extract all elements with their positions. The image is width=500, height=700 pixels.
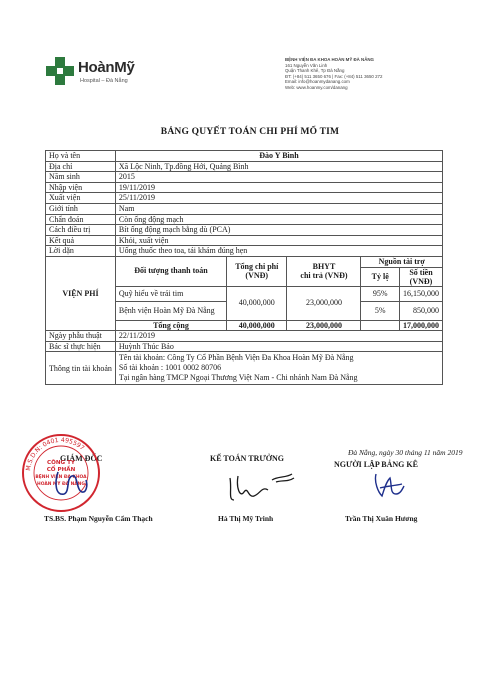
bhyt-amount: 23,000,000 xyxy=(287,286,361,320)
surgery-date: 22/11/2019 xyxy=(115,331,442,342)
table-row xyxy=(46,341,443,352)
field-label: Chẩn đoán xyxy=(46,214,116,225)
col-header-amount-label: Số tiền xyxy=(409,267,433,277)
director-role: GIÁM ĐỐC xyxy=(60,454,103,463)
hospital-info-line: Quận Thanh Khê, Tp Đà Nẵng xyxy=(285,68,345,74)
date-line: Đà Nẵng, ngày 30 tháng 11 năm 2019 xyxy=(348,448,463,457)
patient-sex: Nam xyxy=(115,203,442,214)
hospital-info-line: BỆNH VIỆN ĐA KHOA HOÀN MỸ ĐÀ NẴNG xyxy=(285,57,374,62)
field-label: Năm sinh xyxy=(46,172,116,183)
discharge-date: 25/11/2019 xyxy=(115,193,442,204)
col-header-bhyt-sub: chi trả (VNĐ) xyxy=(300,271,348,281)
table-row xyxy=(46,256,443,267)
payer-name: Quỹ hiểu về trái tim xyxy=(115,286,226,301)
hospital-info-line: Web: www.hoanmy.com/danang xyxy=(285,84,348,90)
table-row xyxy=(46,225,443,236)
table-row xyxy=(46,182,443,193)
col-header-total-label: Tổng chi phí xyxy=(235,262,279,272)
col-header-object: Đối tượng thanh toán xyxy=(115,256,226,286)
logo-text: HoànMỹ xyxy=(78,59,135,76)
field-label: Xuất viện xyxy=(46,193,116,204)
sum-bhyt: 23,000,000 xyxy=(287,320,361,331)
field-label: Nhập viện xyxy=(46,182,116,193)
stamp-outer-text: M.S.D.N: 0401 495597 xyxy=(25,436,86,472)
table-row xyxy=(46,246,443,257)
surgeon-name: Huỳnh Thúc Bảo xyxy=(115,341,442,352)
account-info xyxy=(115,352,442,385)
preparer-signature xyxy=(364,468,414,504)
logo-subtitle: Hospital – Đà Nẵng xyxy=(80,78,128,84)
patient-address: Xã Lộc Ninh, Tp.đồng Hới, Quảng Bình xyxy=(115,161,442,172)
hospital-info-line: 161 Nguyễn Văn Linh xyxy=(285,62,328,68)
field-label: Lời dặn xyxy=(46,246,116,257)
hospital-logo xyxy=(44,55,164,95)
col-header-rate: Tỷ lệ xyxy=(361,267,400,286)
hospital-contact-info xyxy=(285,57,475,91)
field-label: Bác sĩ thực hiện xyxy=(46,341,116,352)
treatment: Bít ống động mạch bằng dù (PCA) xyxy=(115,225,442,236)
table-row xyxy=(46,151,443,162)
field-label: Địa chỉ xyxy=(46,161,116,172)
admission-date: 19/11/2019 xyxy=(115,182,442,193)
hospital-cross-icon xyxy=(44,55,76,87)
table-row xyxy=(46,331,443,342)
hospital-info-line: ĐT: (+84) 511 3650 676 | Fax: (+84) 511 3650 272 xyxy=(285,73,383,79)
company-stamp xyxy=(20,432,102,514)
payer-rate: 5% xyxy=(361,301,400,320)
field-label: Kết quả xyxy=(46,235,116,246)
payer-rate: 95% xyxy=(361,286,400,301)
patient-name: Đào Y Bình xyxy=(115,151,442,162)
sum-rate-empty xyxy=(361,320,400,331)
fees-section-label: VIỆN PHÍ xyxy=(46,256,116,330)
accountant-signature xyxy=(222,470,302,506)
field-label: Thông tin tài khoản xyxy=(46,352,116,385)
field-label: Ngày phẫu thuật xyxy=(46,331,116,342)
patient-birth-year: 2015 xyxy=(115,172,442,183)
col-header-total xyxy=(227,256,287,286)
stamp-line: CÔNG TY xyxy=(47,460,75,466)
hospital-info-line: Email: info@hoanmydanang.com xyxy=(285,79,350,85)
table-row xyxy=(46,161,443,172)
field-label: Họ và tên xyxy=(46,151,116,162)
stamp-line: CỔ PHẦN xyxy=(46,467,76,473)
total-cost: 40,000,000 xyxy=(227,286,287,320)
diagnosis: Còn ống động mạch xyxy=(115,214,442,225)
accountant-name: Hà Thị Mỹ Trinh xyxy=(218,514,274,523)
col-header-bhyt xyxy=(287,256,361,286)
payer-amount: 16,150,000 xyxy=(400,286,443,301)
sum-amount: 17,000,000 xyxy=(400,320,443,331)
table-row xyxy=(46,352,443,385)
col-header-sponsor: Nguồn tài trợ xyxy=(361,256,443,267)
table-row xyxy=(46,193,443,204)
payer-name: Bệnh viện Hoàn Mỹ Đà Nẵng xyxy=(115,301,226,320)
table-row xyxy=(46,203,443,214)
treatment-result: Khỏi, xuất viện xyxy=(115,235,442,246)
table-row xyxy=(46,172,443,183)
preparer-role: NGƯỜI LẬP BẢNG KÊ xyxy=(334,460,418,469)
advice: Uống thuốc theo toa, tái khám đúng hẹn xyxy=(115,246,442,257)
account-bank: Tại ngân hàng TMCP Ngoại Thương Việt Nam - Chi nhánh Nam Đà Nẵng xyxy=(118,373,358,383)
account-number: Số tài khoản : 1001 0002 80706 xyxy=(118,363,222,373)
col-header-total-unit: (VNĐ) xyxy=(245,271,269,281)
sum-total: 40,000,000 xyxy=(227,320,287,331)
col-header-amount xyxy=(400,267,443,286)
accountant-role: KẾ TOÁN TRƯỞNG xyxy=(210,454,284,463)
director-signature xyxy=(52,466,92,502)
col-header-amount-unit: (VNĐ) xyxy=(409,276,433,286)
table-row xyxy=(46,214,443,225)
sum-label: Tổng cộng xyxy=(115,320,226,331)
payer-amount: 850,000 xyxy=(400,301,443,320)
settlement-table xyxy=(45,150,443,385)
table-row xyxy=(46,235,443,246)
preparer-name: Trần Thị Xuân Hương xyxy=(345,514,418,523)
stamp-line: HOÀN MỸ ĐÀ NẴNG xyxy=(37,482,85,487)
field-label: Giới tính xyxy=(46,203,116,214)
col-header-bhyt-label: BHYT xyxy=(312,262,336,272)
account-name: Tên tài khoản: Công Ty Cổ Phần Bệnh Viện Đa Khoa Hoàn Mỹ Đà Nẵng xyxy=(118,353,354,363)
document-title: BẢNG QUYẾT TOÁN CHI PHÍ MỔ TIM xyxy=(160,127,340,137)
field-label: Cách điều trị xyxy=(46,225,116,236)
stamp-line: BỆNH VIỆN ĐA KHOA xyxy=(35,475,87,480)
director-name: TS.BS. Phạm Nguyễn Cẩm Thạch xyxy=(44,514,153,523)
